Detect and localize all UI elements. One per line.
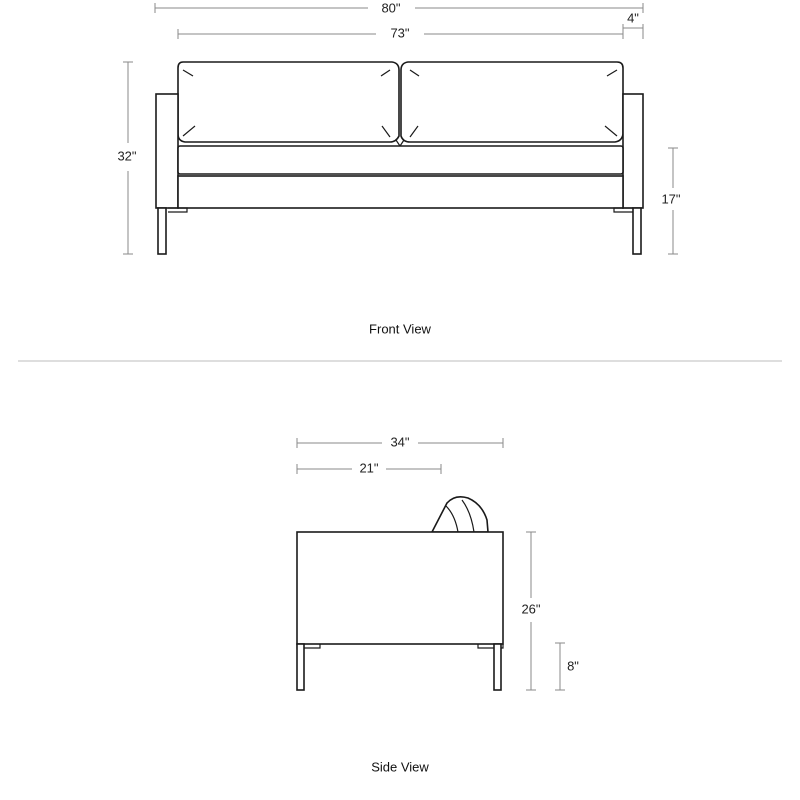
back-cushion-side xyxy=(432,497,488,532)
back-cushion-left xyxy=(178,62,399,142)
dimension-label-arm-height: 26" xyxy=(521,601,541,617)
dimension-label-seat-height: 17" xyxy=(661,191,681,207)
front-view-caption: Front View xyxy=(369,321,431,337)
dimension-label-seat-depth: 21" xyxy=(359,460,379,476)
dimension-seat-depth xyxy=(297,460,441,475)
dimension-arm-width xyxy=(623,10,643,28)
back-cushion-right xyxy=(401,62,623,142)
dimension-label-overall-height: 32" xyxy=(117,148,137,164)
leg-front-side xyxy=(297,644,304,690)
leg-left xyxy=(158,208,166,254)
dimension-arm-height xyxy=(521,532,540,690)
dimension-label-overall-depth: 34" xyxy=(390,434,410,450)
sofa-front-drawing xyxy=(156,62,643,254)
dimension-inner-width xyxy=(178,24,643,40)
dimension-overall-depth xyxy=(297,434,503,449)
dimension-overall-height xyxy=(117,62,136,254)
arm-left xyxy=(156,94,178,208)
side-view xyxy=(297,434,579,774)
dimension-seat-height xyxy=(661,148,680,254)
dimension-label-leg-height: 8" xyxy=(567,658,579,674)
front-view xyxy=(117,0,680,336)
dimension-overall-width xyxy=(155,0,643,15)
seat-cushion xyxy=(178,146,623,174)
arm-right xyxy=(623,94,643,208)
dimension-label-arm-width: 4" xyxy=(627,10,639,26)
sofa-base xyxy=(178,176,623,208)
leg-back-side xyxy=(494,644,501,690)
dimension-leg-height xyxy=(555,643,579,690)
leg-right xyxy=(633,208,641,254)
sofa-body-side xyxy=(297,532,503,644)
dimension-label-inner-width: 73" xyxy=(390,25,410,41)
dimension-label-overall-width: 80" xyxy=(381,0,401,16)
sofa-side-drawing xyxy=(297,497,503,690)
side-view-caption: Side View xyxy=(371,759,429,775)
